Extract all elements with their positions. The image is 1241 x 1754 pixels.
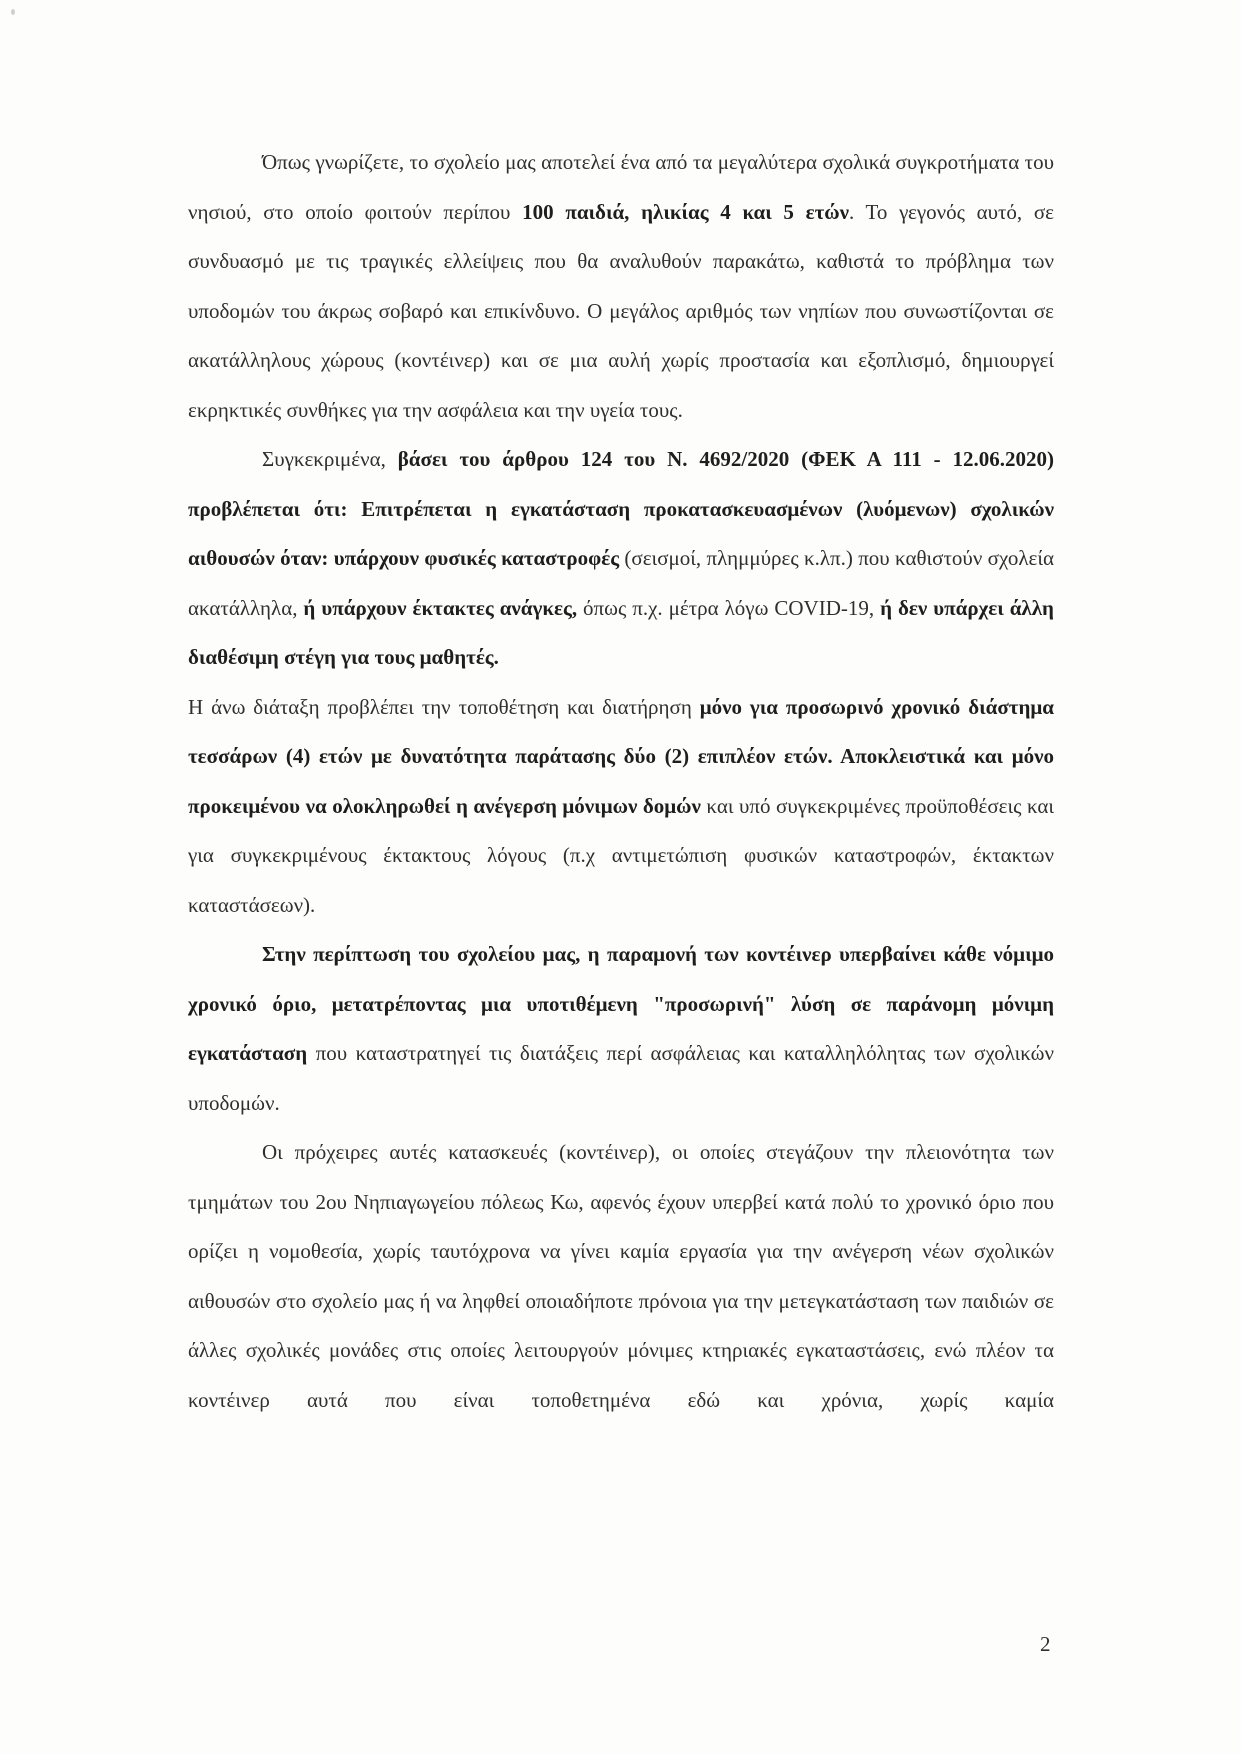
bold-text-run: μόνο για προσωρινό χρονικό διάστημα τεσσάρων (4) ετών με δυνατότητα παράτασης δύο (2) επιπλέον ετών. Αποκλειστικά και μόνο προκειμένου να ολοκληρωθεί η ανέγερση μόνιμων δομών (188, 694, 1054, 818)
text-run: . Το γεγονός αυτό, σε συνδυασμό με τις τραγικές ελλείψεις που θα αναλυθούν παρακάτω, καθιστά το πρόβλημα των υποδομών του άκρως σοβαρό και επικίνδυνο. Ο μεγάλος αριθμός των νηπίων που συνωστίζονται σε ακατάλληλους χώρους (κοντέινερ) και σε μια αυλή χωρίς προστασία και εξοπλισμό, δημιουργεί εκρηκτικές συνθήκες για την ασφάλεια και την υγεία τους. (188, 199, 1054, 422)
text-run: Συγκεκριμένα, (262, 447, 398, 471)
text-run: όπως π.χ. μέτρα λόγω COVID-19, (577, 595, 881, 620)
paragraph-4 (188, 930, 1054, 1128)
text-run: Όπως γνωρίζετε, το σχολείο μας αποτελεί ένα από τα μεγαλύτερα σχολικά συγκροτήματα του νησιού, στο οποίο φοιτούν περίπου (188, 150, 1054, 224)
text-run: και υπό συγκεκριμένες προϋποθέσεις και για συγκεκριμένους έκτακτους λόγους (π.χ αντιμετώπιση φυσικών καταστροφών, έκτακτων καταστάσεων). (188, 793, 1055, 917)
text-run: που καταστρατηγεί τις διατάξεις περί ασφάλειας και καταλληλόλητας των σχολικών υποδομών. (188, 1041, 1054, 1115)
bold-text-run: ή δεν υπάρχει άλλη διαθέσιμη στέγη για τους μαθητές. (188, 595, 1054, 669)
scan-speck (11, 9, 15, 15)
paragraph-2 (188, 435, 1054, 683)
bold-text-run: ή υπάρχουν έκτακτες ανάγκες, (303, 595, 578, 620)
text-run: Οι πρόχειρες αυτές κατασκευές (κοντέινερ), οι οποίες στεγάζουν την πλειονότητα των τμημάτων του 2ου Νηπιαγωγείου πόλεως Κω, αφενός έχουν υπερβεί κατά πολύ το χρονικό όριο που ορίζει η νομοθεσία, χωρίς ταυτόχρονα να γίνει καμία εργασία για την ανέγερση νέων σχολικών αιθουσών στο σχολείο μας ή να ληφθεί οποιαδήποτε πρόνοια για την μετεγκατάσταση των παιδιών σε άλλες σχολικές μονάδες στις οποίες λειτουργούν μόνιμες κτηριακές εγκαταστάσεις, ενώ πλέον τα κοντέινερ αυτά που είναι τοποθετημένα εδώ και χρόνια, χωρίς καμία (188, 1140, 1054, 1412)
bold-text-run: 100 παιδιά, ηλικίας 4 και 5 ετών (522, 199, 849, 224)
bold-text-run: Στην περίπτωση του σχολείου μας, η παραμονή των κοντέινερ υπερβαίνει κάθε νόμιμο χρονικό όριο, μετατρέποντας μια υποτιθέμενη "προσωρινή" λύση σε παράνομη μόνιμη εγκατάσταση (188, 942, 1054, 1065)
paragraph-5 (188, 1128, 1054, 1425)
paragraph-3 (188, 683, 1054, 931)
document-body (188, 138, 1054, 1425)
paragraph-1 (188, 138, 1054, 435)
page-number: 2 (1040, 1632, 1051, 1656)
text-run: (σεισμοί, πλημμύρες κ.λπ.) που καθιστούν σχολεία ακατάλληλα, (188, 546, 1054, 620)
bold-text-run: βάσει του άρθρου 124 του Ν. 4692/2020 (ΦΕΚ Α 111 - 12.06.2020) προβλέπεται ότι: Επιτρέπεται η εγκατάσταση προκατασκευασμένων (λυόμενων) σχολικών αιθουσών όταν: υπάρχουν φυσικές καταστροφές (188, 447, 1054, 570)
text-run: Η άνω διάταξη προβλέπει την τοποθέτηση και διατήρηση (188, 694, 700, 719)
